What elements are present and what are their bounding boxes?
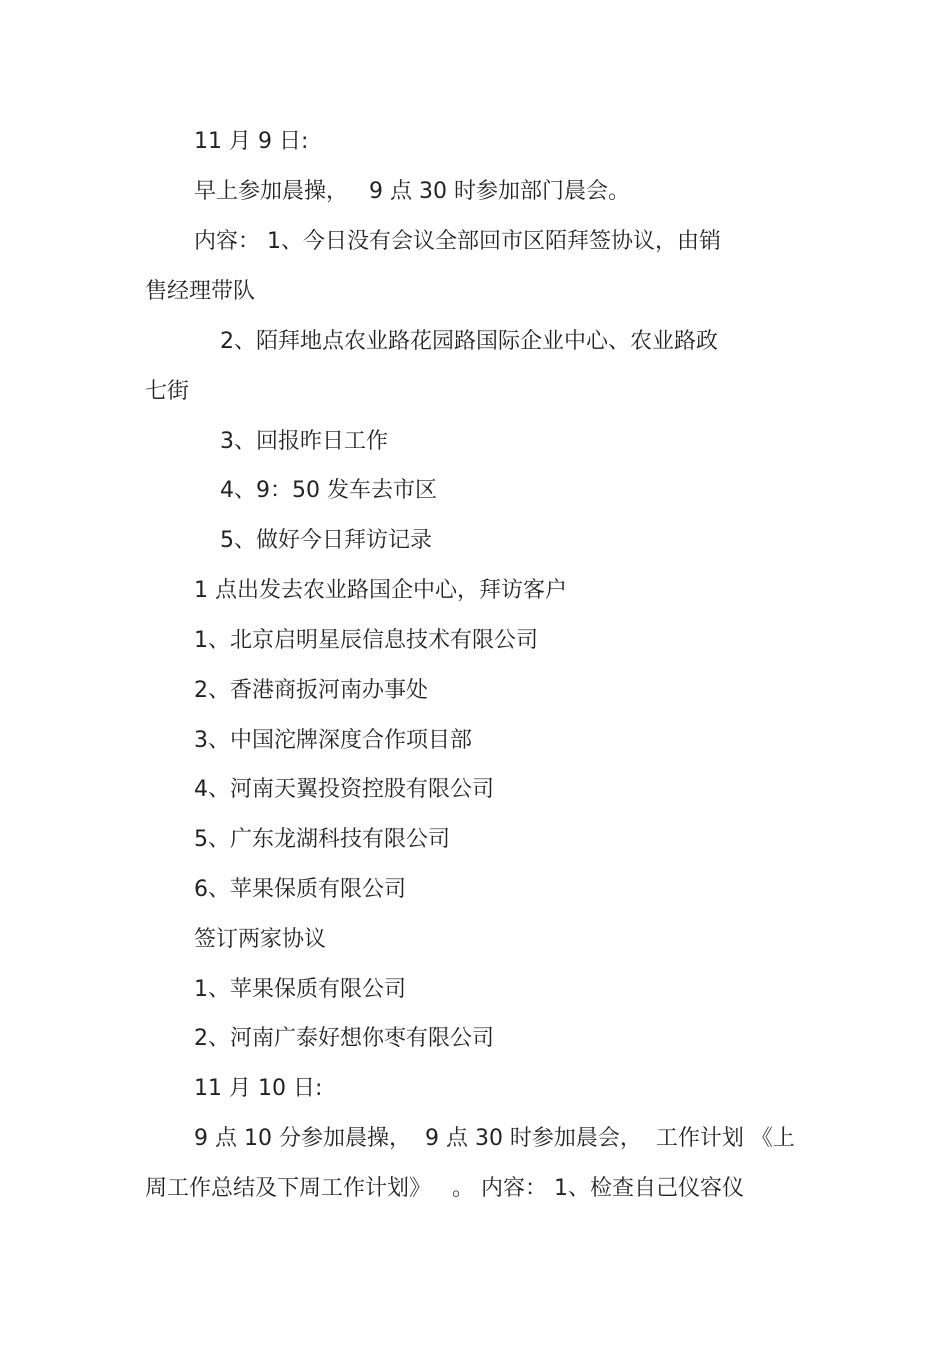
client-list-item: 1、北京启明星辰信息技术有限公司: [194, 628, 538, 653]
content-item-3: 3、回报昨日工作: [220, 429, 388, 454]
content-item-5: 5、做好今日拜访记录: [220, 528, 432, 553]
paragraph-content-item-1: 内容： 1、今日没有会议全部回市区陌拜签协议，由销: [194, 229, 721, 254]
client-list-item: 6、苹果保质有限公司: [194, 877, 406, 902]
paragraph-signed-agreements: 签订两家协议: [194, 927, 327, 952]
paragraph-content-item-1-continued: 售经理带队: [145, 279, 256, 304]
paragraph-afternoon-visit: 1 点出发去农业路国企中心，拜访客户: [194, 578, 567, 603]
client-list-item: 2、香港商扳河南办事处: [194, 678, 428, 703]
paragraph-morning-schedule: 早上参加晨操， 9 点 30 时参加部门晨会。: [194, 179, 630, 204]
paragraph-nov-10-schedule: 9 点 10 分参加晨操， 9 点 30 时参加晨会， 工作计划 《上: [194, 1126, 795, 1151]
client-list-item: 5、广东龙湖科技有限公司: [194, 827, 450, 852]
date-heading-nov-9: 11 月 9 日:: [194, 129, 309, 154]
client-list-item: 3、中国沱牌深度合作项目部: [194, 728, 472, 753]
agreement-list-item: 1、苹果保质有限公司: [194, 977, 406, 1002]
client-list-item: 4、河南天翼投资控股有限公司: [194, 777, 494, 802]
date-heading-nov-10: 11 月 10 日:: [194, 1076, 323, 1101]
content-item-2-continued: 七街: [145, 379, 190, 404]
paragraph-nov-10-schedule-continued: 周工作总结及下周工作计划》 。 内容： 1、检查自己仪容仪: [145, 1176, 744, 1201]
agreement-list-item: 2、河南广泰好想你枣有限公司: [194, 1026, 494, 1051]
content-item-2: 2、陌拜地点农业路花园路国际企业中心、农业路政: [220, 329, 718, 354]
content-item-4: 4、9：50 发车去市区: [220, 478, 437, 503]
